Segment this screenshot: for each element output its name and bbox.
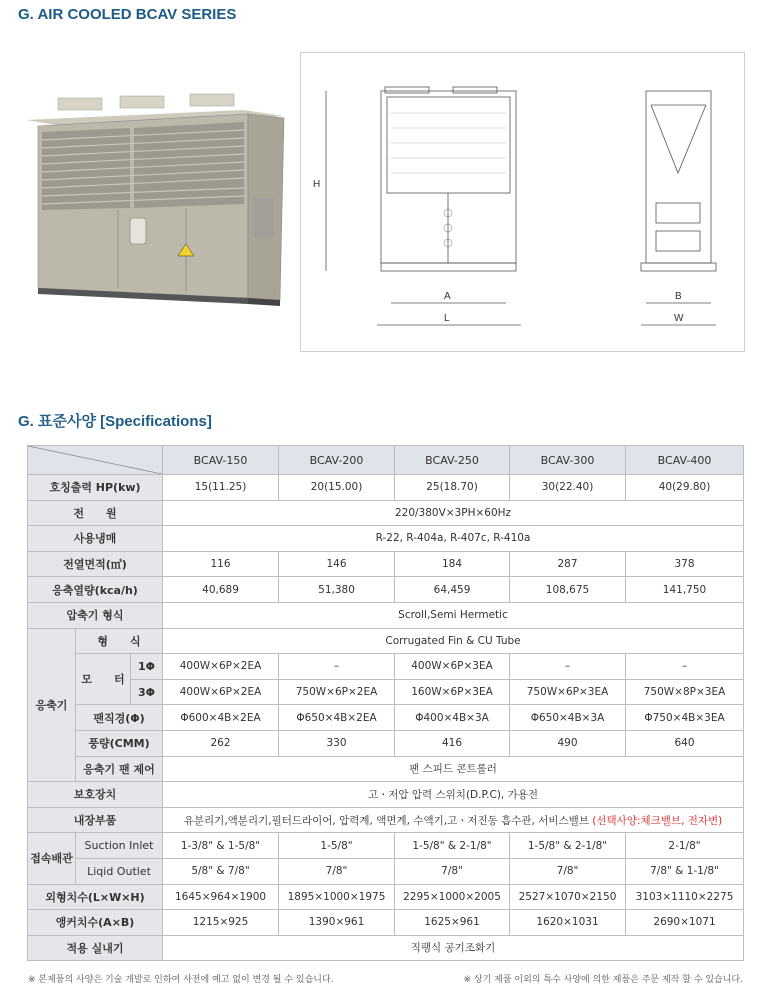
row-label: 팬직경(Φ) [76,705,163,731]
cell: 2295×1000×2005 [395,884,510,910]
cell: 330 [279,730,395,756]
cell: – [626,654,744,680]
footnote-left: ※ 본제품의 사양은 기술 개발로 인하여 사전에 예고 없이 변경 될 수 있습니다. [28,975,334,985]
spec-title: G. 표준사양 [Specifications] [18,413,212,430]
cell: 고ㆍ저압 압력 스위치(D.P.C), 가용전 [163,782,744,808]
cell: – [279,654,395,680]
cell: 2527×1070×2150 [510,884,626,910]
row-label: 보호장치 [28,782,163,808]
product-photo [18,48,290,348]
row-label: 압축기 형식 [28,602,163,628]
row-label: 외형치수(L×W×H) [28,884,163,910]
cell: 184 [395,551,510,577]
cell: 2-1/8" [626,833,744,859]
dim-l-label: L [444,313,450,324]
row-group-label: 접속배관 [28,833,76,884]
series-title: G. AIR COOLED BCAV SERIES [18,6,237,23]
row-label: 응축열량(kca/h) [28,577,163,603]
cell: 378 [626,551,744,577]
cell: Φ650×4B×3A [510,705,626,731]
cell: 640 [626,730,744,756]
cell: 1-5/8" & 2-1/8" [395,833,510,859]
cell: Φ750×4B×3EA [626,705,744,731]
cell: 160W×6P×3EA [395,679,510,705]
cell: 20(15.00) [279,475,395,501]
row-sublabel: 3Φ [131,679,163,705]
model-header: BCAV-250 [395,446,510,475]
cell: 490 [510,730,626,756]
cell: 51,380 [279,577,395,603]
cell: 141,750 [626,577,744,603]
cell: 1620×1031 [510,910,626,936]
cell: 750W×8P×3EA [626,679,744,705]
row-label: 전열면적(㎡) [28,551,163,577]
cell: 40(29.80) [626,475,744,501]
cell: 116 [163,551,279,577]
cell: Φ400×4B×3A [395,705,510,731]
row-label: 모 터 [76,654,131,705]
cell: 1625×961 [395,910,510,936]
row-label: 형 식 [76,628,163,654]
cell: 1-5/8" & 2-1/8" [510,833,626,859]
model-header: BCAV-200 [279,446,395,475]
cell: 40,689 [163,577,279,603]
cell: 1-3/8" & 1-5/8" [163,833,279,859]
cell: 1390×961 [279,910,395,936]
parts-option: (선택사양:체크밸브, 전자변) [592,814,723,827]
spec-table [27,445,744,961]
cell: 108,675 [510,577,626,603]
cell: 287 [510,551,626,577]
cell: 직팽식 공기조화기 [163,935,744,961]
cell: 750W×6P×2EA [279,679,395,705]
cell: 1-5/8" [279,833,395,859]
cell: 7/8" [395,858,510,884]
cell: 25(18.70) [395,475,510,501]
row-label: 응축기 팬 제어 [76,756,163,782]
cell: 146 [279,551,395,577]
cell: Φ600×4B×2EA [163,705,279,731]
row-label: 앵커치수(A×B) [28,910,163,936]
dimension-drawing [300,52,745,352]
row-label: 호칭출력 HP(kw) [28,475,163,501]
cell: 416 [395,730,510,756]
dim-a-label: A [444,291,451,302]
model-header: BCAV-400 [626,446,744,475]
cell: 7/8" & 1-1/8" [626,858,744,884]
cell: 220/380V×3PH×60Hz [163,500,744,526]
cell [163,807,744,833]
cell: Corrugated Fin & CU Tube [163,628,744,654]
header-corner [28,446,163,475]
row-label: Suction Inlet [76,833,163,859]
row-label: 풍량(CMM) [76,730,163,756]
cell: 7/8" [279,858,395,884]
cell: 3103×1110×2275 [626,884,744,910]
row-label: 사용냉매 [28,526,163,552]
cell: – [510,654,626,680]
model-header: BCAV-150 [163,446,279,475]
cell: 64,459 [395,577,510,603]
row-group-label: 응축기 [28,628,76,782]
parts-text: 유분리기,액분리기,필터드라이어, 압력계, 액면계, 수액기,고ㆍ저진동 흡수관, 서비스밸브 [183,814,593,827]
footnote-right: ※ 상기 제품 이외의 특수 사양에 의한 제품은 주문 제작 할 수 있습니다. [463,975,743,985]
dim-w-label: W [674,313,684,324]
cell: R-22, R-404a, R-407c, R-410a [163,526,744,552]
cell: 400W×6P×2EA [163,679,279,705]
row-label: 적용 실내기 [28,935,163,961]
dim-b-label: B [675,291,682,302]
row-label: 내장부품 [28,807,163,833]
cell: 30(22.40) [510,475,626,501]
model-header: BCAV-300 [510,446,626,475]
dim-h-label: H [313,179,321,190]
row-sublabel: 1Φ [131,654,163,680]
cell: 1645×964×1900 [163,884,279,910]
cell: Φ650×4B×2EA [279,705,395,731]
cell: 400W×6P×3EA [395,654,510,680]
cell: 400W×6P×2EA [163,654,279,680]
cell: 15(11.25) [163,475,279,501]
cell: 7/8" [510,858,626,884]
cell: Scroll,Semi Hermetic [163,602,744,628]
cell: 1215×925 [163,910,279,936]
cell: 1895×1000×1975 [279,884,395,910]
cell: 750W×6P×3EA [510,679,626,705]
cell: 5/8" & 7/8" [163,858,279,884]
cell: 2690×1071 [626,910,744,936]
row-label: Liqid Outlet [76,858,163,884]
cell: 팬 스피드 콘트롤러 [163,756,744,782]
row-label: 전 원 [28,500,163,526]
cell: 262 [163,730,279,756]
